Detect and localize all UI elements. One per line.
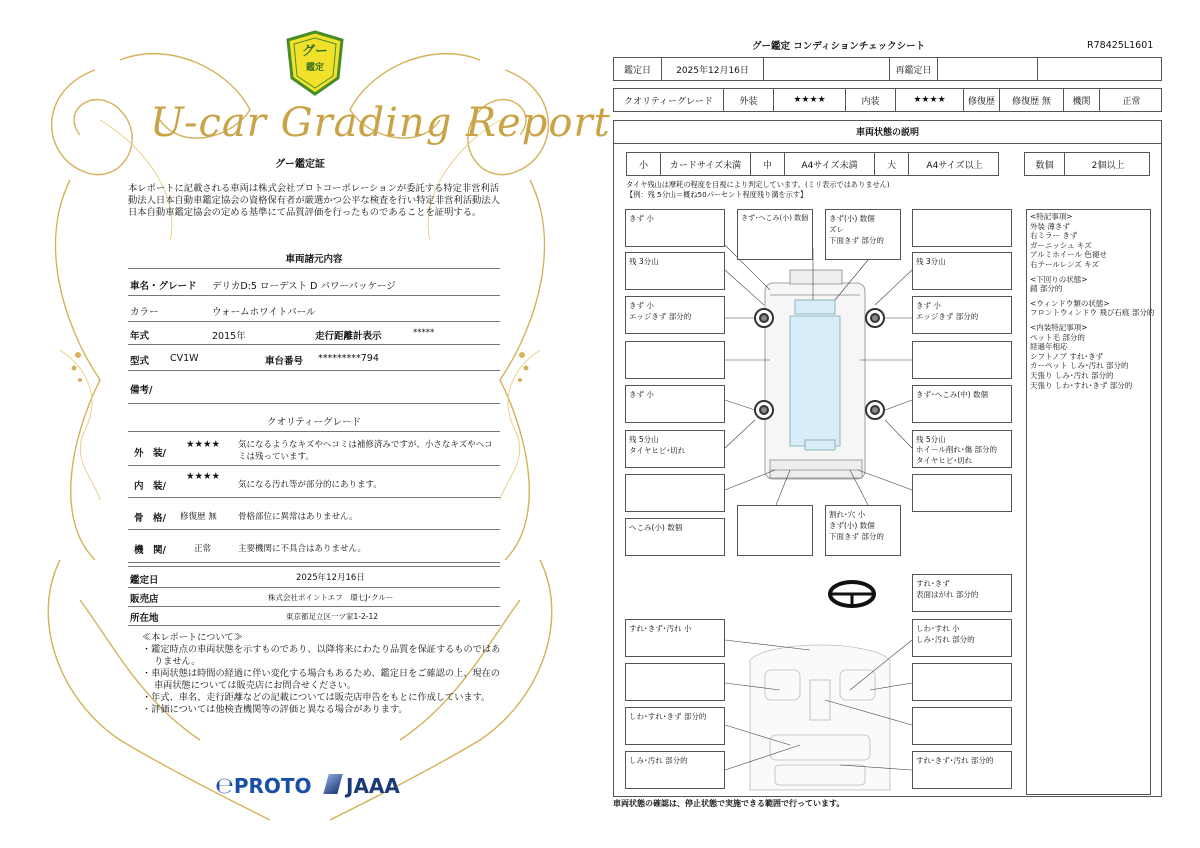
comment-text: しわ･すれ･きず 部分的	[629, 712, 707, 721]
note-item: ・鑑定時点の車両状態を示すものであり、以降将来にわたり品質を保証するものではありません。	[142, 644, 501, 667]
comment-text: しみ･汚れ 部分的	[629, 756, 688, 765]
sheet-title: グー鑑定 コンディションチェックシート	[752, 41, 926, 52]
comment-text: 残 3分山	[629, 257, 659, 266]
row-engine	[128, 533, 500, 563]
note-line: <内装特記事項>	[1030, 322, 1088, 332]
note-line: <特記事項>	[1030, 212, 1073, 221]
divider	[128, 268, 500, 269]
comment-box	[912, 751, 1012, 789]
name-label: 車名・グレード	[130, 281, 197, 292]
comment-box	[912, 574, 1012, 612]
comment-text: ホイール削れ･傷 部分的	[916, 445, 997, 454]
comment-text: 割れ･穴 小	[829, 510, 866, 519]
comment-box	[625, 209, 725, 247]
comment-text: 残 5分山	[916, 435, 946, 444]
address-value: 東京都足立区一ツ家1-2-12	[286, 612, 378, 621]
logo-subtext: 鑑定	[305, 63, 324, 73]
row-interior	[128, 468, 500, 498]
comment-text: きず 小	[629, 214, 654, 223]
note-line: <下回りの状態>	[1030, 274, 1088, 284]
jaaa-logo-icon	[323, 774, 342, 794]
certificate-body: 本レポートに記載される車両は株式会社プロトコーポレーションが委託する特定非営利活動法人日本自動車鑑定協会の資格保有者が厳選かつ公平な検査を行い特定非営利活動法人日本自動車鑑定協会の定める基準にて品質評価を行ったものであることを証明する。	[128, 183, 500, 218]
comment-text: きず･へこみ(小) 数個	[741, 214, 809, 222]
year-label: 年式	[130, 331, 150, 342]
comment-box	[912, 707, 1012, 745]
tire-note-1: タイヤ残山は摩耗の程度を目視により判定しています。(ミリ表示ではありません)	[626, 180, 890, 189]
row-model	[128, 347, 500, 371]
comment-text: 表面はがれ 部分的	[916, 590, 979, 599]
model-label: 型式	[130, 356, 150, 367]
comment-box	[912, 474, 1012, 512]
count-legend	[1024, 152, 1150, 176]
comment-box	[912, 619, 1012, 657]
proto-logo-text: PROTO	[233, 774, 312, 798]
comment-box	[625, 751, 725, 789]
row-remarks	[128, 372, 500, 404]
date-value: 2025年12月16日	[662, 58, 764, 80]
note-line: カーペット しみ･汚れ 部分的	[1030, 361, 1129, 371]
date-value: 2025年12月16日	[296, 573, 365, 583]
row-frame	[128, 500, 500, 530]
comment-text: へこみ(小) 数個	[629, 523, 683, 532]
comment-box	[912, 430, 1012, 468]
comment-text: しわ･すれ 小	[916, 624, 960, 633]
comment-text: きず･へこみ(中) 数個	[916, 390, 988, 399]
comment-box	[825, 505, 901, 556]
comment-box	[625, 663, 725, 701]
ext-stars: ★★★★	[774, 89, 846, 111]
logo-text: グー	[301, 44, 328, 59]
row-dealer	[128, 589, 500, 607]
comment-text: きず(小) 数個	[829, 521, 875, 530]
chassis-label: 車台番号	[265, 356, 304, 367]
comment-text: すれ･きず	[916, 579, 950, 588]
note-line: フロントウィンドウ 飛び石痕 部分的	[1030, 308, 1155, 318]
engine-value: 正常	[194, 544, 212, 554]
date-label: 鑑定日	[130, 575, 159, 586]
note-line: 天張り しわ･すれ･きず 部分的	[1030, 380, 1133, 390]
frame-value: 修復歴 無	[180, 512, 217, 522]
comment-box	[625, 518, 725, 556]
count-label: 数個	[1025, 153, 1065, 175]
size-small: 小	[627, 153, 661, 175]
spec-section-title: 車両諸元内容	[285, 254, 343, 265]
comment-text: しみ･汚れ 部分的	[916, 635, 975, 644]
comment-box	[737, 505, 813, 556]
note-line: 天張り しみ･汚れ 部分的	[1030, 370, 1114, 380]
row-color	[128, 298, 500, 322]
note-line: 錆 部分的	[1030, 284, 1063, 294]
sheet-footer: 車両状態の確認は、停止状態で実施できる範囲で行っています。	[613, 799, 845, 808]
note-line: <ウィンドウ類の状態>	[1030, 298, 1110, 308]
note-line: 右テールレンズ キズ	[1030, 259, 1099, 269]
comment-box	[737, 209, 813, 260]
interior-text: 気になる汚れ等が部分的にあります。	[238, 480, 382, 490]
frame-text: 骨格部位に異常はありません。	[238, 512, 358, 522]
comment-text: 下面きず 部分的	[829, 236, 884, 245]
dealer-label: 販売店	[130, 594, 159, 605]
size-large: 大	[875, 153, 909, 175]
engine-value: 正常	[1122, 96, 1141, 107]
note-item: ・評価については他検査機関等の評価と異なる場合があります。	[142, 704, 408, 715]
row-date	[128, 566, 500, 588]
jaaa-logo-text: JAAA	[346, 774, 400, 798]
chassis-value: *********794	[318, 353, 379, 364]
comment-box	[625, 385, 725, 423]
repair-value: 修復歴 無	[1000, 89, 1064, 111]
tire-note-2: 【例：残 5分山＝概ね50パーセント程度残り溝を示す】	[626, 190, 808, 199]
row-address	[128, 608, 500, 626]
mileage-value: *****	[413, 328, 435, 338]
comment-text: 残 3分山	[916, 257, 946, 266]
exterior-text: 気になるようなキズやヘコミは補修済みですが、小さなキズやヘコミは残っています。	[238, 440, 493, 462]
comment-text: 残 5分山	[629, 435, 659, 444]
note-line: ガーニッシュ キズ	[1030, 240, 1092, 250]
comment-box	[912, 296, 1012, 334]
comment-text: きず 小	[629, 301, 654, 310]
dealer-value: 株式会社ポイントエフ 環七J･クルー	[268, 593, 394, 602]
int-stars: ★★★★	[896, 89, 964, 111]
comment-text: 下面きず 部分的	[829, 532, 884, 541]
interior-label: 内 装/	[134, 481, 166, 492]
comment-box	[625, 252, 725, 290]
comment-box	[912, 341, 1012, 379]
redate-label: 再鑑定日	[890, 58, 938, 80]
note-line: シフトノブ すれ･きず	[1030, 351, 1104, 361]
comment-box	[625, 341, 725, 379]
comment-text: きず 小	[629, 390, 654, 399]
comment-box	[625, 619, 725, 657]
comment-box	[625, 296, 725, 334]
special-notes-panel	[1026, 209, 1155, 795]
proto-logo-icon: ℮	[215, 774, 234, 799]
row-name-grade	[128, 272, 500, 296]
comment-text: エッジきず 部分的	[629, 312, 692, 321]
comment-box	[912, 663, 1012, 701]
color-value: ウォームホワイトパール	[212, 307, 316, 318]
comment-text: きず 小	[916, 301, 941, 310]
size-large-desc: A4サイズ以上	[926, 160, 983, 171]
report-title: U-car Grading Report	[150, 100, 611, 146]
comment-box	[625, 474, 725, 512]
quality-label: クオリティーグレード	[614, 89, 724, 111]
note-line: アルミホイール 色褪せ	[1030, 250, 1107, 260]
engine-text: 主要機関に不具合はありません。	[238, 544, 367, 554]
state-title: 車両状態の説明	[613, 120, 1162, 144]
proto-logo	[215, 774, 312, 799]
engine-label: 機関	[1064, 89, 1100, 111]
comment-text: エッジきず 部分的	[916, 312, 979, 321]
comment-text: ズレ	[829, 225, 844, 234]
color-label: カラー	[130, 307, 159, 318]
ext-label: 外装	[724, 89, 774, 111]
comment-box	[912, 252, 1012, 290]
note-item: ・年式、車名、走行距離などの記載については販売店申告をもとに作成しています。	[142, 692, 491, 703]
quality-section-title: クオリティーグレード	[266, 417, 362, 428]
size-mid-desc: A4サイズ未満	[785, 153, 875, 175]
date-label: 鑑定日	[614, 58, 662, 80]
comment-text: きず(小) 数個	[829, 214, 875, 223]
row-year	[128, 323, 500, 345]
report-notes	[142, 632, 502, 716]
address-label: 所在地	[130, 613, 159, 624]
exterior-label: 外 装/	[134, 448, 166, 459]
interior-stars: ★★★★	[186, 471, 221, 482]
notes-title: ≪本レポートについて≫	[142, 632, 243, 643]
comment-box	[825, 209, 901, 260]
redate-blank	[1038, 58, 1163, 80]
name-value: デリカD:5 ローデスト D パワーパッケージ	[212, 281, 396, 292]
comment-text: すれ･きず･汚れ 部分的	[916, 756, 994, 765]
comment-box	[912, 209, 1012, 247]
note-line: 右ミラー きず	[1030, 231, 1078, 241]
year-value: 2015年	[212, 331, 246, 342]
certificate-title: グー鑑定証	[275, 159, 325, 170]
comment-box	[912, 385, 1012, 423]
comment-text: タイヤヒビ･切れ	[629, 446, 686, 455]
divider	[128, 431, 500, 432]
exterior-stars: ★★★★	[186, 439, 221, 450]
comment-box	[625, 707, 725, 745]
engine-label: 機 関/	[134, 545, 166, 556]
count-desc: 2個以上	[1091, 160, 1125, 171]
note-line: 経過年相応	[1030, 342, 1068, 352]
repair-label: 修復歴	[964, 89, 1000, 111]
sheet-code: R78425L1601	[1087, 40, 1154, 51]
frame-label: 骨 格/	[134, 513, 166, 524]
comment-text: すれ･きず･汚れ 小	[629, 624, 692, 633]
size-small-desc: カードサイズ未満	[661, 153, 751, 175]
note-line: ペット毛 部分的	[1030, 332, 1085, 342]
note-item: ・車両状態は時間の経過に伴い変化する場合もあるため、鑑定日をご確認の上、現在の車両状態については販売店にお問合せください。	[142, 668, 500, 691]
jaaa-logo	[326, 774, 400, 798]
mileage-label: 走行距離計表示	[315, 331, 382, 342]
steering-wheel-icon	[830, 582, 874, 606]
row-exterior	[128, 434, 500, 466]
comment-box	[625, 430, 725, 468]
note-line: 外装 薄きず	[1030, 221, 1070, 231]
size-mid: 中	[751, 153, 785, 175]
model-value: CV1W	[170, 353, 199, 364]
int-label: 内装	[846, 89, 896, 111]
comment-text: タイヤヒビ･切れ	[916, 456, 973, 465]
remarks-label: 備考/	[130, 385, 153, 396]
